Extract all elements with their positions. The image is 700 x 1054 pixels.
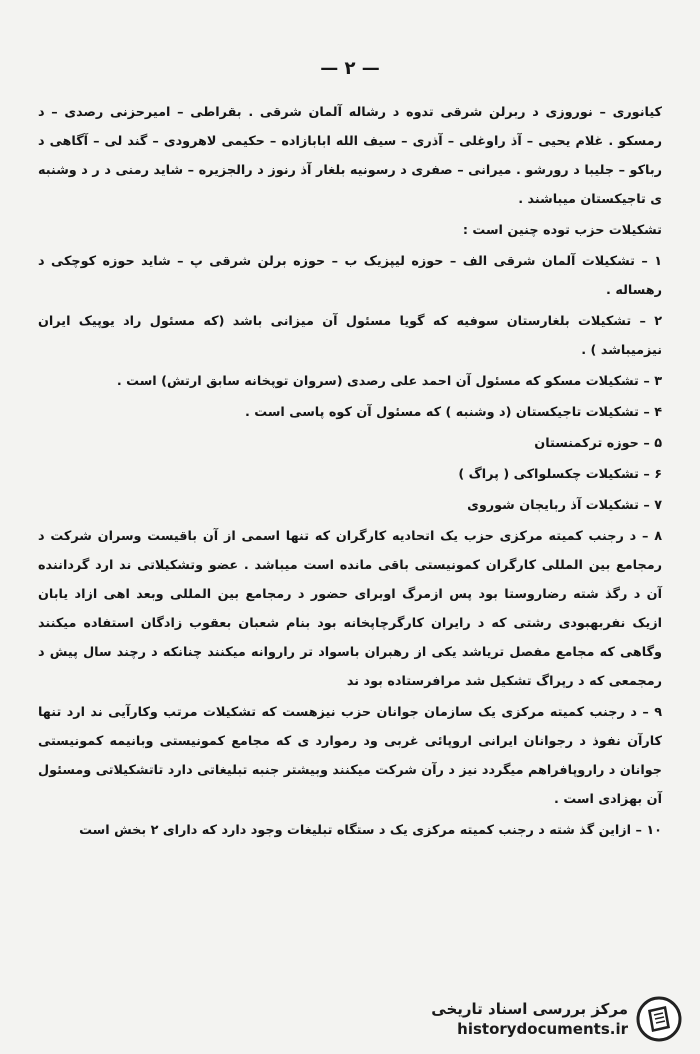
list-item-8: ۸ – د رجنب کمیته مرکزی حزب یک اتحادیه کارگران که تنها اسمی از آن باقیست وسران شرکت د رمجامع بین المللی کارگران کمونیستی باقی مانده است میباشد . عضو وتشکیلاتی ند ارد گرداننده آن د رگذ شته رضاروستا بود پس ازمرگ اوبرای حضور د رمجامع بین المللی وبعد اهی ازاد یابان ازیک نفربهبودی رشتی که د رایران کارگرچاپخانه بود بنام شعبان بعقوب زادگان استفاده میکنند وگاهی که مجامع مفصل تریاشد یکی از رهبران باسواد تر راروانه میکنند چنانکه د رچند سال پیش د رمجمعی که د رپراگ تشکیل شد مرافرستاده بود ند	[38, 529, 662, 689]
watermark-url: historydocuments.ir	[457, 1020, 628, 1038]
paragraph-heading: تشکیلات حزب توده چنین است :	[462, 223, 662, 238]
watermark-title: مرکز بررسی اسناد تاریخی	[431, 1000, 628, 1018]
list-item-4: ۴ – تشکیلات تاجیکستان (د وشنبه ) که مسئول آن کوه پاسی است .	[244, 405, 662, 420]
list-item-2: ۲ – تشکیلات بلغارستان سوفیه که گویا مسئول آن میزانی باشد (که مسئول راد یوپیک ایران نیزمیباشد ) .	[38, 314, 662, 358]
book-logo-icon	[636, 996, 682, 1042]
list-item-9: ۹ – د رجنب کمیته مرکزی یک سازمان جوانان حزب نیزهست که تشکیلات مرتب وکارآیی ند ارد تنها کارآن نفوذ د رجوانان ایرانی اروپائی غربی ود رموارد ی که مجامع کمونیستی وبانیمه کمونیستی جوانان د راروپافراهم میگردد نیز د رآن شرکت میکنند وبیشتر جنبه تبلیغاتی دارد تاتشکیلاتی ومسئول آن بهزادی است .	[38, 705, 662, 807]
watermark	[431, 996, 682, 1042]
paragraph-intro: کیانوری – نوروزی د ربرلن شرقی تدوه د رشاله آلمان شرقی . بقراطی – امیرحزنی رصدی – د رمسکو . غلام یحیی – آذ راوغلی – آذری – سیف الله ابابازاده – حکیمی لاهرودی – گند لی – آگاهی د رباکو – جلیبا د رورشو . میرانی – صفری د رسونیه بلغار آذ رنوز د رالجزیره – شاید رمنی د ر د وشنبه ی تاجیکستان میباشند .	[38, 105, 662, 207]
list-item-5: ۵ – حوزه ترکمنستان	[534, 436, 662, 451]
list-item-7: ۷ – تشکیلات آذ ربایجان شوروی	[467, 498, 662, 513]
list-item-3: ۳ – تشکیلات مسکو که مسئول آن احمد علی رصدی (سروان توپخانه سابق ارتش) است .	[116, 374, 662, 389]
page-number: — ۲ —	[320, 58, 380, 79]
watermark-text	[431, 999, 628, 1039]
document-body	[38, 98, 662, 847]
list-item-1: ۱ – تشکیلات آلمان شرقی الف – حوزه لیپزیک ب – حوزه برلن شرقی پ – شاید حوزه کوچکی د رهساله .	[38, 254, 662, 298]
list-item-10: ۱۰ – ازاین گذ شته د رجنب کمیته مرکزی یک د ستگاه تبلیغات وجود دارد که دارای ۲ بخش است	[79, 823, 662, 838]
list-item-6: ۶ – تشکیلات چکسلواکی ( پراگ )	[458, 467, 662, 482]
